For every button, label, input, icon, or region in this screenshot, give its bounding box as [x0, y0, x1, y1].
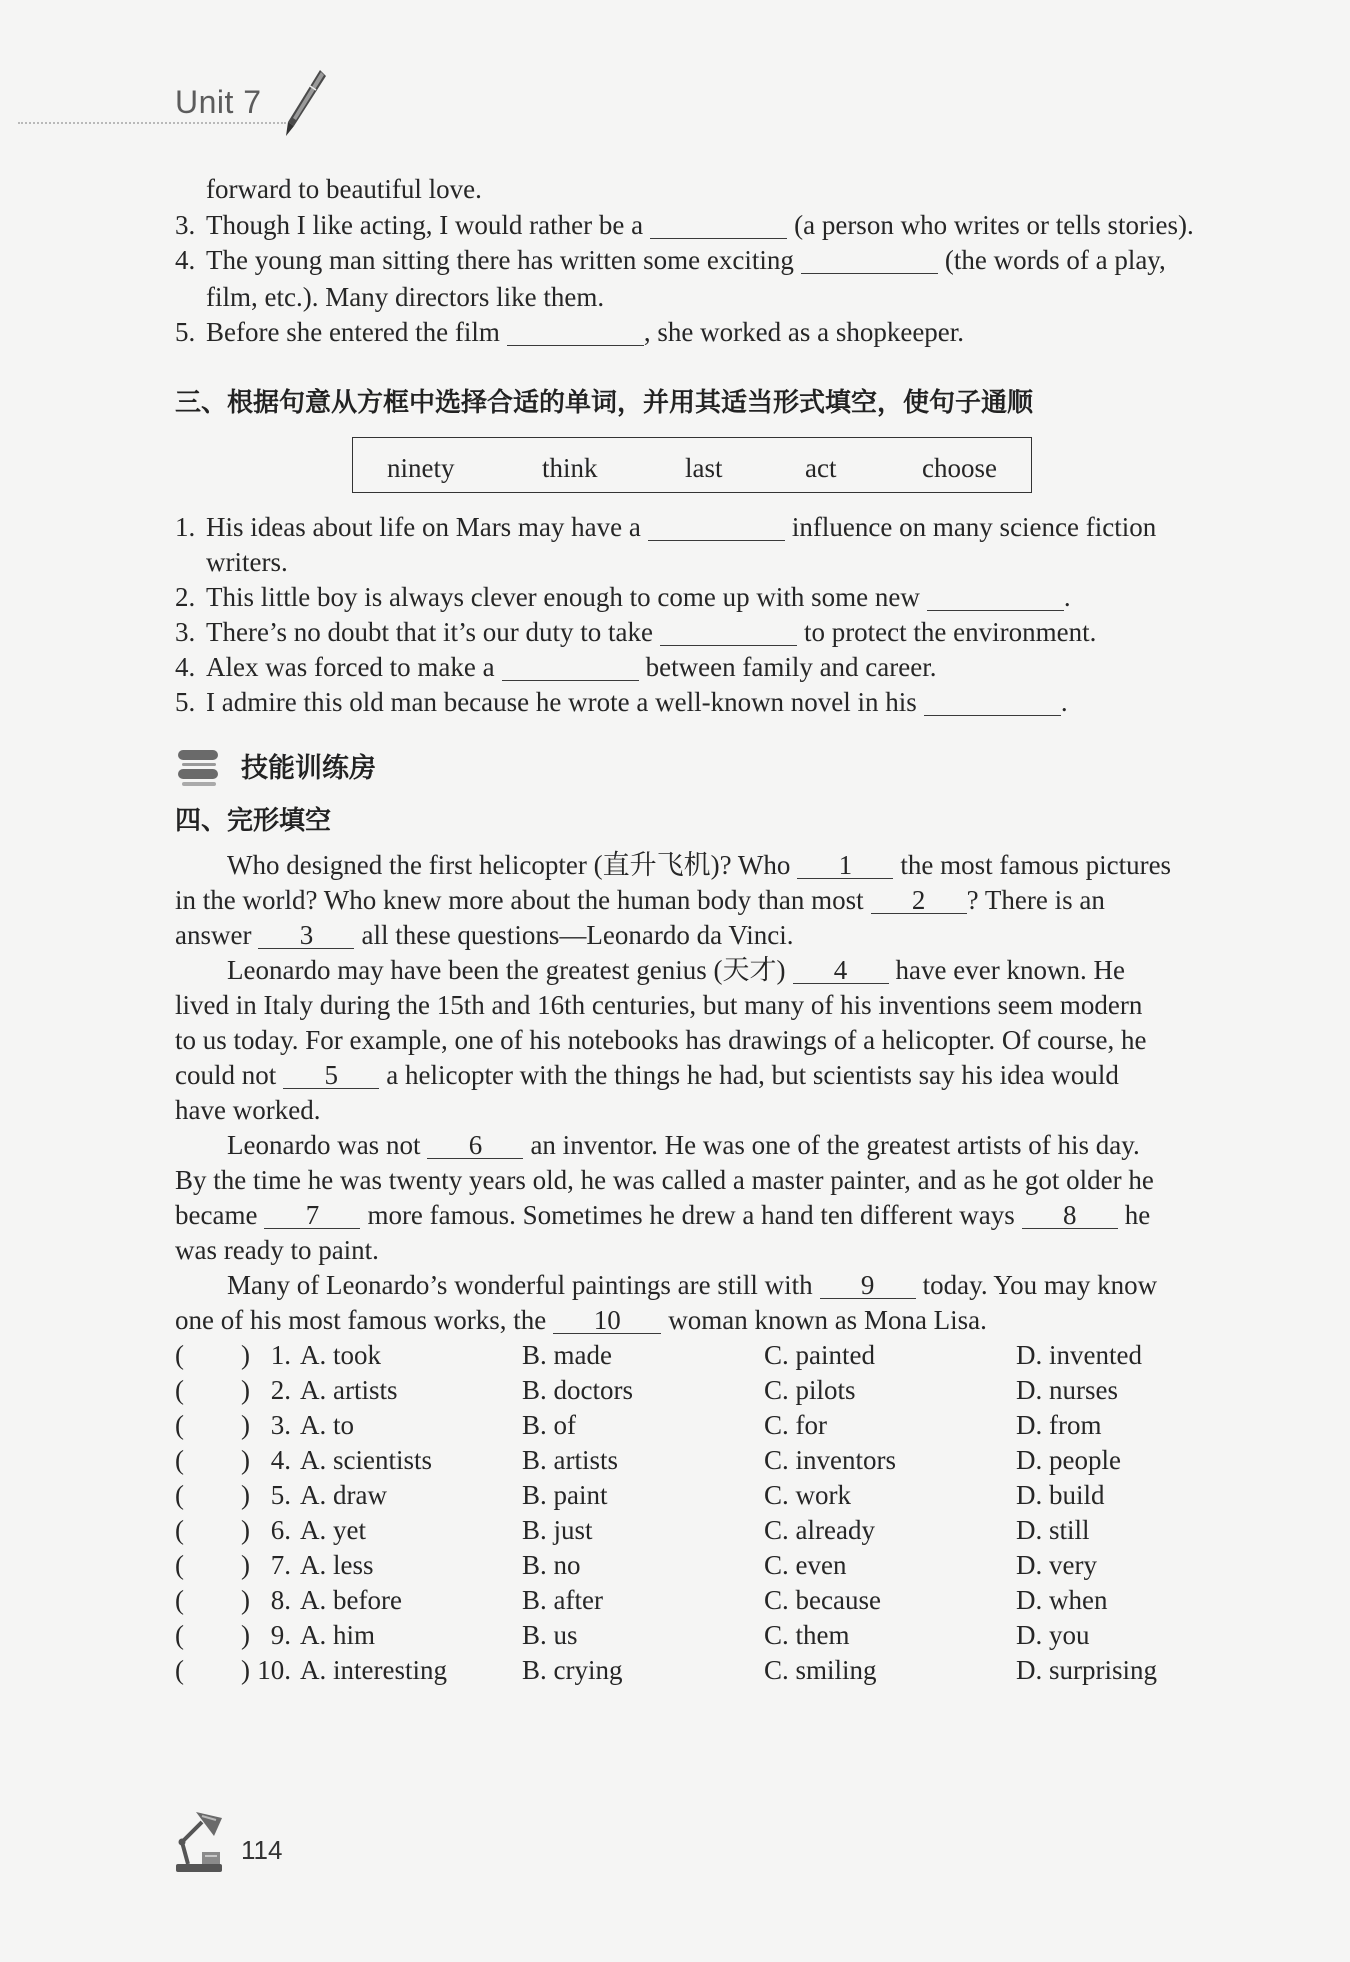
passage-text: ? There is an	[966, 885, 1105, 915]
passage-line	[175, 883, 1105, 918]
section-title: 四、完形填空	[175, 805, 332, 835]
item-text: between family and career.	[645, 652, 937, 682]
exercise-item	[175, 208, 1194, 243]
item-text: This little boy is always clever enough to come up with some new	[206, 582, 920, 612]
option-c: C. pilots	[764, 1375, 856, 1405]
exercise-item	[175, 315, 964, 350]
passage-line: have worked.	[175, 1095, 321, 1125]
word-box	[352, 437, 1032, 493]
option-d: D. nurses	[1016, 1375, 1118, 1405]
word-option: ninety	[387, 453, 455, 483]
header-dotted-rule	[18, 122, 286, 124]
answer-paren-close: )	[241, 1655, 250, 1685]
option-a: A. before	[300, 1585, 402, 1615]
item-number: 5.	[175, 687, 196, 717]
blank-number: 7	[305, 1200, 320, 1230]
answer-paren-open: (	[175, 1515, 184, 1545]
cloze-blank-6	[427, 1132, 523, 1159]
item-text: The young man sitting there has written some exciting	[206, 245, 794, 275]
item-text: , she worked as a shopkeeper.	[643, 317, 965, 347]
option-row	[0, 1373, 1350, 1408]
passage-text: Who designed the first helicopter (直升飞机)? Who	[227, 850, 791, 880]
blank-number: 6	[468, 1130, 483, 1160]
cloze-blank-8	[1022, 1202, 1118, 1229]
answer-paren-open: (	[175, 1585, 184, 1615]
answer-paren-close: )	[241, 1375, 250, 1405]
option-row	[0, 1548, 1350, 1583]
option-row	[0, 1408, 1350, 1443]
option-b: B. doctors	[522, 1375, 633, 1405]
option-d: D. people	[1016, 1445, 1121, 1475]
option-c: C. painted	[764, 1340, 875, 1370]
cloze-blank-5	[283, 1062, 379, 1089]
item-number: 5.	[175, 317, 196, 347]
option-a: A. artists	[300, 1375, 398, 1405]
option-d: D. build	[1016, 1480, 1105, 1510]
item-text: (a person who writes or tells stories).	[794, 210, 1194, 240]
option-row	[0, 1338, 1350, 1373]
question-number: 9.	[270, 1620, 291, 1650]
option-b: B. of	[522, 1410, 576, 1440]
section-title: 三、根据句意从方框中选择合适的单词，并用其适当形式填空，使句子通顺	[175, 387, 1034, 417]
passage-line	[175, 918, 794, 953]
option-d: D. invented	[1016, 1340, 1142, 1370]
passage-line	[227, 1128, 1140, 1163]
passage-text: today. You may know	[922, 1270, 1158, 1300]
option-c: C. them	[764, 1620, 850, 1650]
option-c: C. even	[764, 1550, 847, 1580]
passage-line: By the time he was twenty years old, he was called a master painter, and as he got older he	[175, 1165, 1154, 1195]
item-text: Though I like acting, I would rather be a	[206, 210, 644, 240]
option-d: D. surprising	[1016, 1655, 1157, 1685]
option-b: B. just	[522, 1515, 593, 1545]
answer-paren-close: )	[241, 1340, 250, 1370]
exercise-item	[175, 650, 936, 685]
cloze-blank-7	[264, 1202, 360, 1229]
option-row	[0, 1513, 1350, 1548]
option-a: A. to	[300, 1410, 354, 1440]
item-number: 4.	[175, 652, 196, 682]
passage-line: lived in Italy during the 15th and 16th centuries, but many of his inventions seem modern	[175, 990, 1143, 1020]
word-option: choose	[922, 453, 997, 483]
answer-paren-open: (	[175, 1445, 184, 1475]
answer-blank	[660, 644, 797, 646]
answer-blank	[924, 714, 1061, 716]
passage-text: could not	[175, 1060, 277, 1090]
passage-line	[227, 848, 1171, 883]
question-number: 5.	[270, 1480, 291, 1510]
passage-text: the most famous pictures	[900, 850, 1172, 880]
answer-blank	[507, 344, 644, 346]
option-row	[0, 1618, 1350, 1653]
option-b: B. crying	[522, 1655, 623, 1685]
passage-line	[175, 1198, 1150, 1233]
answer-paren-open: (	[175, 1480, 184, 1510]
passage-line	[227, 953, 1125, 988]
answer-blank	[648, 539, 785, 541]
word-option: act	[805, 453, 837, 483]
option-d: D. still	[1016, 1515, 1090, 1545]
option-d: D. when	[1016, 1585, 1108, 1615]
option-c: C. work	[764, 1480, 851, 1510]
passage-text: in the world? Who knew more about the human body than most	[175, 885, 864, 915]
answer-paren-close: )	[241, 1445, 250, 1475]
question-number: 2.	[270, 1375, 291, 1405]
question-number: 7.	[270, 1550, 291, 1580]
word-option: last	[685, 453, 723, 483]
desk-lamp-icon	[172, 1806, 236, 1874]
option-c: C. because	[764, 1585, 881, 1615]
option-b: B. paint	[522, 1480, 608, 1510]
option-a: A. him	[300, 1620, 376, 1650]
option-row	[0, 1443, 1350, 1478]
passage-line: was ready to paint.	[175, 1235, 379, 1265]
blank-number: 5	[324, 1060, 338, 1090]
answer-paren-close: )	[241, 1410, 250, 1440]
option-b: B. artists	[522, 1445, 619, 1475]
answer-blank	[650, 237, 787, 239]
item-text: .	[1063, 582, 1071, 612]
item-text: I admire this old man because he wrote a well-known novel in his	[206, 687, 917, 717]
passage-text: more famous. Sometimes he drew a hand ten different ways	[367, 1200, 1015, 1230]
option-row	[0, 1478, 1350, 1513]
option-b: B. no	[522, 1550, 581, 1580]
skills-title: 技能训练房	[241, 753, 376, 783]
option-d: D. you	[1016, 1620, 1090, 1650]
cloze-blank-4	[793, 957, 889, 984]
passage-line: to us today. For example, one of his notebooks has drawings of a helicopter. Of course, he	[175, 1025, 1147, 1055]
passage-text: answer	[175, 920, 252, 950]
cloze-blank-9	[820, 1272, 916, 1299]
answer-blank	[801, 272, 938, 274]
passage-line	[175, 1303, 987, 1338]
exercise-item	[175, 685, 1068, 720]
cloze-blank-10	[553, 1307, 661, 1334]
option-a: A. scientists	[300, 1445, 432, 1475]
answer-paren-close: )	[241, 1585, 250, 1615]
passage-text: became	[175, 1200, 258, 1230]
answer-paren-open: (	[175, 1550, 184, 1580]
item-number: 4.	[175, 245, 196, 275]
item-continuation: writers.	[206, 547, 288, 577]
question-number: 10.	[257, 1655, 291, 1685]
answer-paren-close: )	[241, 1480, 250, 1510]
cloze-blank-2	[871, 887, 967, 914]
exercise-item	[175, 580, 1071, 615]
option-row	[0, 1583, 1350, 1618]
question-number: 3.	[270, 1410, 291, 1440]
stack-icon	[175, 747, 221, 791]
item-text: Before she entered the film	[206, 317, 500, 347]
question-number: 4.	[270, 1445, 291, 1475]
blank-number: 2	[911, 885, 926, 915]
passage-text: a helicopter with the things he had, but scientists say his idea would	[386, 1060, 1119, 1090]
passage-text: all these questions—Leonardo da Vinci.	[361, 920, 794, 950]
item-number: 3.	[175, 617, 196, 647]
blank-number: 9	[860, 1270, 875, 1300]
item-continuation: forward to beautiful love.	[206, 174, 482, 204]
question-number: 6.	[270, 1515, 291, 1545]
exercise-item	[175, 510, 1156, 545]
option-d: D. from	[1016, 1410, 1102, 1440]
blank-number: 8	[1063, 1200, 1077, 1230]
option-c: C. for	[764, 1410, 827, 1440]
blank-number: 10	[593, 1305, 621, 1335]
answer-paren-open: (	[175, 1655, 184, 1685]
answer-paren-close: )	[241, 1515, 250, 1545]
passage-line	[175, 1058, 1119, 1093]
unit-title: Unit 7	[175, 84, 262, 120]
answer-paren-close: )	[241, 1550, 250, 1580]
option-a: A. less	[300, 1550, 374, 1580]
answer-paren-open: (	[175, 1620, 184, 1650]
answer-paren-open: (	[175, 1410, 184, 1440]
item-text: (the words of a play,	[944, 245, 1166, 275]
cloze-blank-3	[258, 922, 354, 949]
blank-number: 1	[838, 850, 853, 880]
answer-paren-close: )	[241, 1620, 250, 1650]
option-a: A. draw	[300, 1480, 387, 1510]
passage-line	[227, 1268, 1157, 1303]
answer-paren-open: (	[175, 1375, 184, 1405]
item-text: influence on many science fiction	[791, 512, 1157, 542]
passage-text: Leonardo may have been the greatest genius (天才)	[227, 955, 786, 985]
item-number: 1.	[175, 512, 196, 542]
passage-text: Leonardo was not	[227, 1130, 421, 1160]
passage-text: one of his most famous works, the	[175, 1305, 547, 1335]
passage-text: woman known as Mona Lisa.	[668, 1305, 987, 1335]
item-text: Alex was forced to make a	[206, 652, 495, 682]
item-text: to protect the environment.	[803, 617, 1097, 647]
word-option: think	[542, 453, 598, 483]
option-c: C. already	[764, 1515, 875, 1545]
passage-text: Many of Leonardo’s wonderful paintings are still with	[227, 1270, 813, 1300]
passage-text: an inventor. He was one of the greatest artists of his day.	[530, 1130, 1140, 1160]
answer-blank	[502, 679, 639, 681]
option-b: B. us	[522, 1620, 578, 1650]
exercise-item	[175, 243, 1166, 278]
option-a: A. interesting	[300, 1655, 447, 1685]
item-continuation: film, etc.). Many directors like them.	[206, 282, 605, 312]
item-text: There’s no doubt that it’s our duty to take	[206, 617, 653, 647]
option-b: B. after	[522, 1585, 603, 1615]
option-b: B. made	[522, 1340, 612, 1370]
answer-blank	[927, 609, 1064, 611]
option-d: D. very	[1016, 1550, 1097, 1580]
cloze-blank-1	[797, 852, 893, 879]
question-number: 1.	[270, 1340, 291, 1370]
item-text: His ideas about life on Mars may have a	[206, 512, 641, 542]
exercise-item	[175, 615, 1096, 650]
option-c: C. inventors	[764, 1445, 896, 1475]
option-row	[0, 1653, 1350, 1688]
passage-text: have ever known. He	[895, 955, 1125, 985]
blank-number: 3	[299, 920, 314, 950]
option-c: C. smiling	[764, 1655, 877, 1685]
option-a: A. yet	[300, 1515, 366, 1545]
page-number: 114	[241, 1835, 283, 1865]
answer-paren-open: (	[175, 1340, 184, 1370]
blank-number: 4	[833, 955, 848, 985]
pen-icon	[280, 68, 328, 140]
item-text: .	[1060, 687, 1068, 717]
option-a: A. took	[300, 1340, 381, 1370]
item-number: 2.	[175, 582, 196, 612]
passage-text: he	[1124, 1200, 1151, 1230]
item-number: 3.	[175, 210, 196, 240]
question-number: 8.	[270, 1585, 291, 1615]
